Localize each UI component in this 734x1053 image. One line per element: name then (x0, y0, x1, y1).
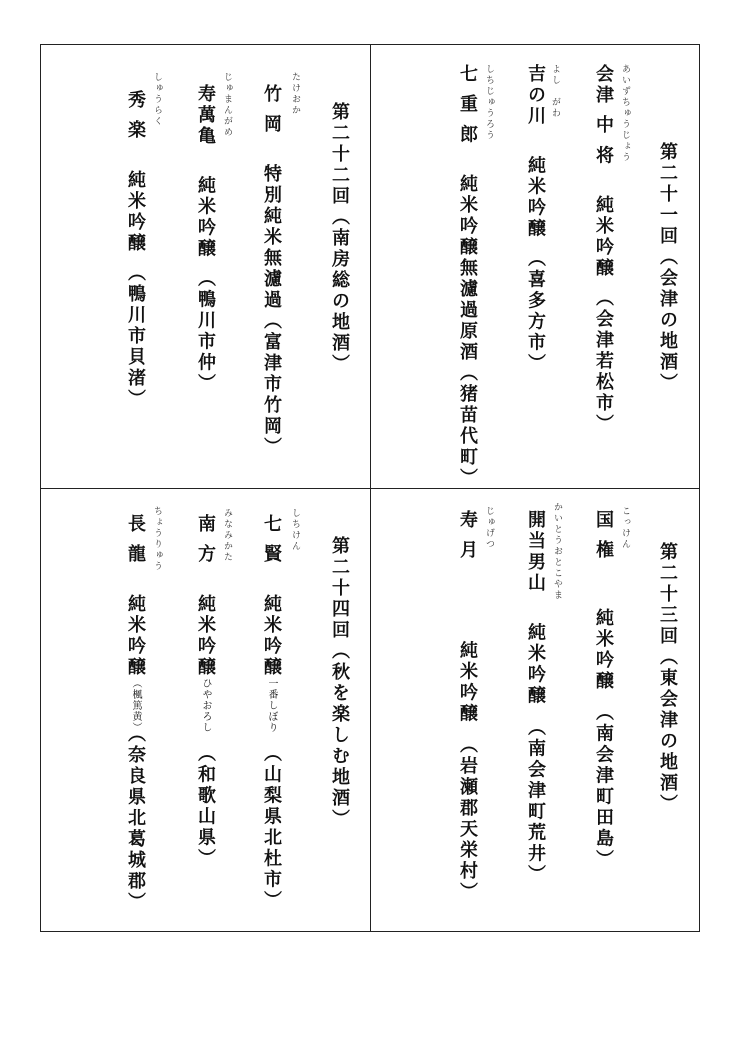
item-name: 七 重 郎 (457, 64, 478, 146)
item-type: 特別純米無濾過 (261, 164, 282, 312)
panel-title: 第二十二回（南房総の地酒） (329, 102, 350, 375)
item-type: 純米吟醸無濾過原酒 (457, 174, 478, 364)
item-note: （楓篤黄） (130, 678, 141, 734)
item-type: 純米吟醸 (195, 175, 216, 260)
item-region: （喜多方市） (525, 248, 546, 375)
menu-item (196, 514, 214, 870)
item-ruby: しちじゅうろう (484, 64, 494, 141)
item-ruby: しちけん (290, 508, 300, 552)
item-region: （南会津町田島） (593, 702, 614, 871)
item-type: 純米吟醸 (125, 594, 146, 679)
item-name: 竹 岡 (261, 84, 282, 136)
item-type: 純米吟醸 (261, 594, 282, 679)
menu-item (594, 510, 612, 871)
item-region: （会津若松市） (593, 288, 614, 436)
item-type: 純米吟醸 (125, 170, 146, 255)
menu-item (126, 514, 144, 913)
menu-item (594, 64, 612, 435)
item-note: 一番しぼり (266, 678, 277, 734)
item-type: 純米吟醸 (593, 195, 614, 280)
menu-item (196, 84, 214, 395)
item-region: （和歌山県） (195, 743, 216, 870)
menu-item (458, 64, 476, 489)
menu-item (458, 510, 476, 903)
item-ruby: じゅげつ (484, 506, 494, 550)
item-name: 秀 楽 (125, 90, 146, 142)
item-name: 開当男山 (525, 510, 546, 594)
horizontal-divider (40, 488, 700, 489)
item-name: 国 権 (593, 510, 614, 562)
menu-item (262, 514, 280, 912)
panel-title: 第二十四回（秋を楽しむ地酒） (329, 536, 350, 830)
menu-item (126, 90, 144, 410)
item-name: 会津 中 将 (593, 64, 614, 167)
item-type: 純米吟醸 (457, 640, 478, 725)
item-name: 長 龍 (125, 514, 146, 566)
item-type: 純米吟醸 (525, 622, 546, 707)
menu-item (526, 64, 544, 375)
item-name: 南 方 (195, 514, 216, 566)
item-region: （鴨川市貝渚） (125, 263, 146, 411)
item-ruby: あいずちゅうじょう (620, 64, 630, 163)
item-region: （鴨川市仲） (195, 268, 216, 395)
item-ruby: みなみかた (222, 508, 232, 563)
item-ruby: よし がわ (550, 64, 560, 119)
item-ruby: たけおか (290, 72, 300, 116)
item-ruby: しゅうらく (152, 72, 162, 127)
item-type: 純米吟醸 (525, 155, 546, 240)
item-name: 寿萬亀 (195, 84, 216, 147)
item-ruby: ちょうりゅう (152, 506, 162, 572)
item-note: ひやおろし (200, 678, 211, 734)
item-type: 純米吟醸 (195, 594, 216, 679)
panel-title: 第二十三回（東会津の地酒） (657, 542, 678, 815)
item-region: （奈良県北葛城郡） (125, 733, 146, 914)
item-region: （山梨県北杜市） (261, 743, 282, 912)
item-ruby: こっけん (620, 506, 630, 550)
menu-item (262, 84, 280, 458)
item-ruby: かいとうおとこやま (552, 502, 562, 601)
item-region: （富津市竹岡） (261, 311, 282, 459)
item-region: （南会津町荒井） (525, 717, 546, 886)
item-ruby: じゅまんがめ (222, 72, 232, 138)
item-name: 七 賢 (261, 514, 282, 566)
panel-title: 第二十一回（会津の地酒） (657, 142, 678, 394)
item-type: 純米吟醸 (593, 608, 614, 693)
item-name: 寿 月 (457, 510, 478, 562)
item-region: （岩瀬郡天栄村） (457, 735, 478, 904)
item-region: （猪苗代町） (457, 363, 478, 490)
menu-item (526, 510, 544, 886)
item-name: 吉の川 (525, 64, 546, 127)
